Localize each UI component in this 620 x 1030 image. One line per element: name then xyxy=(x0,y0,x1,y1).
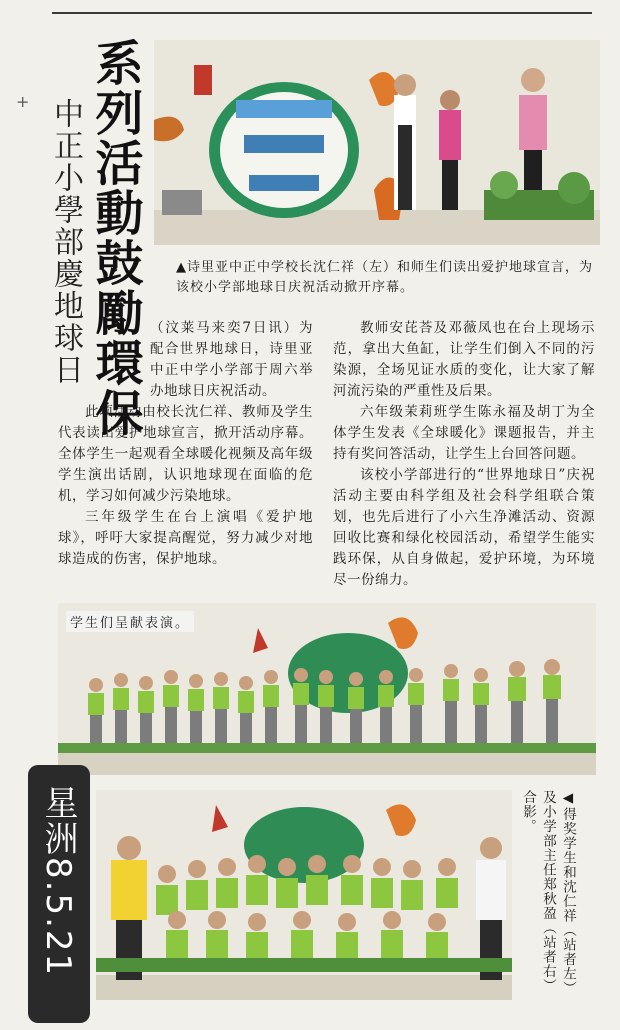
caption-top-photo: ▲诗里亚中正中学校长沈仁祥（左）和师生们读出爱护地球宣言，为该校小学部地球日庆祝活动掀开序幕。 xyxy=(176,260,593,295)
dateline-paragraph: （汶莱马来奕7日讯）为配合世界地球日，诗里亚中正中学小学部于周六举办地球日庆祝活动。 xyxy=(150,320,313,399)
subheadline: 中正小學部慶地球日 xyxy=(48,98,83,386)
headline: 系列活動鼓勵環保 xyxy=(87,38,143,438)
photo-award-winners xyxy=(96,790,512,1000)
paragraph: 该校小学部进行的“世界地球日”庆祝活动主要由科学组及社会科学组联合策划，也先后进行了小六生净滩活动、资源回收比赛和绿化校园活动，希望学生能实践环保，从自身做起，爱护环境，为环境尽一份绵力。 xyxy=(333,467,595,588)
paragraph: 六年级茉莉班学生陈永福及胡丁为全体学生发表《全球暖化》课题报告，并主持有奖问答活动，让学生上台回答问题。 xyxy=(333,404,595,462)
top-rule xyxy=(52,12,592,14)
article-column-left xyxy=(58,318,313,570)
date-stamp-text: 星洲8.5.21 xyxy=(38,785,78,978)
caption-bottom-photo: ◀得奖学生和沈仁祥（站者左）及小学部主任郑秋盈（站者右）合影。 xyxy=(520,790,576,996)
paragraph: 教师安芘荅及邓薇凤也在台上现场示范，拿出大鱼缸，让学生们倒入不同的污染源，全场见证水质的变化，让大家了解河流污染的严重性及后果。 xyxy=(333,320,595,399)
paragraph: 三年级学生在台上演唱《爱护地球》，呼吁大家提高醒觉，努力减少对地球造成的伤害，保护地球。 xyxy=(58,509,313,567)
paragraph: 此项活动由校长沈仁祥、教师及学生代表读出爱护地球宣言，掀开活动序幕。全体学生一起观看全球暖化视频及高年级学生演出话剧，认识地球现在面临的危机，学习如何减少污染地球。 xyxy=(58,404,313,504)
plus-mark-icon: + xyxy=(16,92,30,111)
article-column-right xyxy=(333,318,595,591)
date-stamp xyxy=(28,765,90,1023)
caption-middle-photo: 学生们呈献表演。 xyxy=(66,611,194,632)
photo-stage-declaration xyxy=(154,40,600,245)
